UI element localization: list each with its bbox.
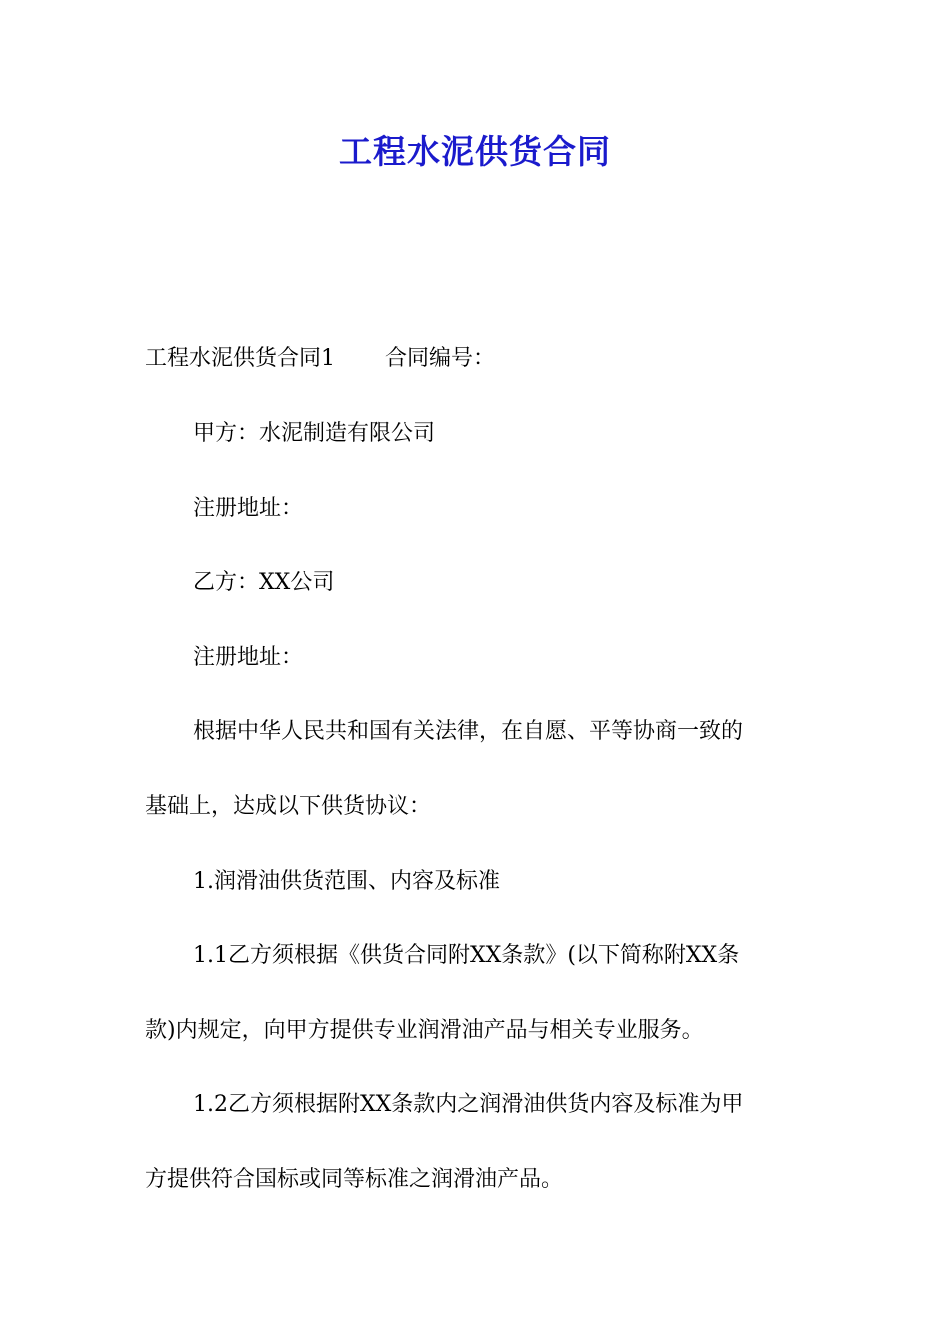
party-a-address: 注册地址：	[193, 496, 304, 521]
clause-1-1-line-1: 1.1乙方须根据《供货合同附XX条款》(以下简称附XX条	[193, 943, 740, 968]
preamble-line-2: 基础上，达成以下供货协议：	[145, 794, 432, 819]
contract-heading: 工程水泥供货合同1	[145, 346, 335, 371]
party-b-address: 注册地址：	[193, 645, 304, 670]
preamble-line-1: 根据中华人民共和国有关法律，在自愿、平等协商一致的	[193, 719, 744, 744]
party-a: 甲方：水泥制造有限公司	[193, 421, 436, 446]
clause-1-2-line-1: 1.2乙方须根据附XX条款内之润滑油供货内容及标准为甲	[193, 1092, 744, 1117]
document-title: 工程水泥供货合同	[339, 132, 611, 171]
clause-1-2-line-2: 方提供符合国标或同等标准之润滑油产品。	[145, 1167, 564, 1192]
party-b: 乙方：XX公司	[193, 570, 335, 595]
clause-1-1-line-2: 款)内规定，向甲方提供专业润滑油产品与相关专业服务。	[145, 1018, 704, 1043]
contract-number-label: 合同编号：	[385, 346, 496, 371]
contract-heading-line	[145, 344, 815, 374]
section-1-heading: 1.润滑油供货范围、内容及标准	[193, 869, 500, 894]
